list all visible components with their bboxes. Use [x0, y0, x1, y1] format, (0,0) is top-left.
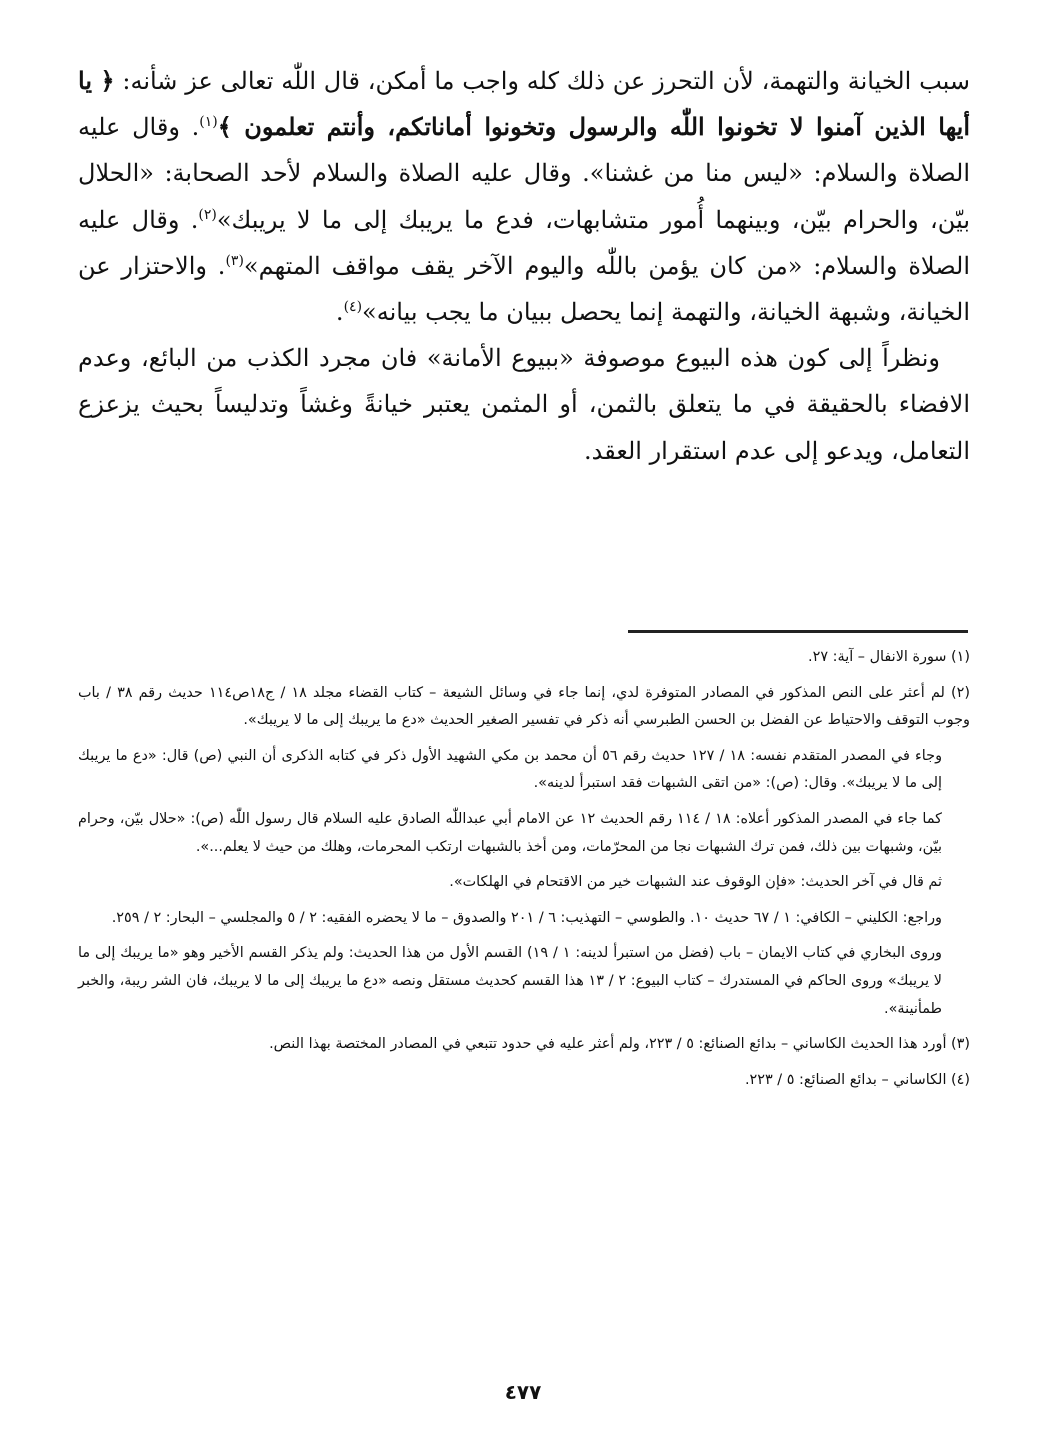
paragraph-1-part-e: . [335, 298, 344, 327]
footnote-3: (٣) أورد هذا الحديث الكاساني – بدائع الصنائع: ٥ / ٢٢٣، ولم أعثر عليه في حدود تتبعي في المصادر المختصة بهذا النص. [269, 1036, 970, 1053]
footnote-1: (١) سورة الانفال – آية: ٢٧. [808, 649, 970, 665]
footnote-separator [628, 630, 968, 633]
paragraph-1-part-a: سبب الخيانة والتهمة، لأن التحرز عن ذلك كله واجب ما أمكن، قال اللّٰه تعالى عز شأنه: [114, 67, 970, 95]
footnote-2-paragraph-2: وجاء في المصدر المتقدم نفسه: ١٨ / ١٢٧ حديث رقم ٥٦ أن محمد بن مكي الشهيد الأول ذكر في كتابه الذكرى أن النبي (ص) قال: «دع ما يريبك إلى ما لا يريبك». وقال: (ص): «من اتقى الشبهات فقد استبرأ لدينه». [78, 747, 943, 792]
footnote-2: (٢) لم أعثر على النص المذكور في المصادر المتوفرة لدي، إنما جاء في وسائل الشيعة – كتاب القضاء مجلد ١٨ / ج١٨ص١١٤ حديث رقم ٣٨ / باب وجوب التوقف والاحتياط عن الفضل بن الحسن الطبرسي أنه ذكر في تفسير الصغير الحديث «دع ما يريبك إلى ما لا يريبك». [78, 684, 971, 729]
main-body [78, 58, 970, 474]
paragraph-1 [78, 58, 970, 335]
page-number: ٤٧٧ [504, 1380, 542, 1404]
main-text [78, 58, 970, 474]
paragraph-1-part-d: . والاحتزار عن الخيانة، وشبهة الخيانة، والتهمة إنما يحصل ببيان ما يجب بيانه» [78, 251, 970, 327]
footnote-2-paragraph-6: وروى البخاري في كتاب الايمان – باب (فضل من استبرأ لدينه: ١ / ١٩) القسم الأول من هذا الحديث: ولم يذكر القسم الأخير وهو «ما يريبك إلى ما لا يريبك» وروى الحاكم في المستدرك – كتاب البيوع: ٢ / ١٣ هذا القسم كحديث مستقل ونصه «دع ما يريبك إلى ما لا يريبك، فان الشر ريبة، والخبر طمأنينة». [78, 945, 943, 1017]
footnote-2-paragraph-5: وراجع: الكليني – الكافي: ١ / ٦٧ حديث ١٠. والطوسي – التهذيب: ٦ / ٢٠١ والصدوق – ما لا يحضره الفقيه: ٢ / ٥ والمجلسي – البحار: ٢ / ٢٥٩. [111, 909, 942, 926]
footnote-2-paragraph-4: ثم قال في آخر الحديث: «فإن الوقوف عند الشبهات خير من الاقتحام في الهلكات». [449, 874, 942, 891]
footnotes [78, 644, 970, 1102]
footnote-4: (٤) الكاساني – بدائع الصنائع: ٥ / ٢٢٣. [744, 1071, 970, 1088]
paragraph-2: ونظراً إلى كون هذه البيوع موصوفة «ببيوع الأمانة» فان مجرد الكذب من البائع، وعدم الافضاء بالحقيقة في ما يتعلق بالثمن، أو المثمن يعتبر خيانةً وغشاً وتدليساً بحيث يزعزع التعامل، ويدعو إلى عدم استقرار العقد. [78, 344, 971, 465]
footnote-ref-2: (٢) [198, 206, 217, 223]
footnote-ref-3: (٣) [225, 252, 244, 269]
quran-verse: ﴿ يا أيها الذين آمنوا لا تخونوا اللّٰه والرسول وتخونوا أماناتكم، وأنتم تعلمون ﴾ [78, 66, 971, 142]
footnote-2-paragraph-3: كما جاء في المصدر المذكور أعلاه: ١٨ / ١١٤ رقم الحديث ١٢ عن الامام أبي عبداللّٰه الصادق عليه السلام قال رسول اللّٰه (ص): «حلال بيّن، وحرام بيّن، وشبهات بين ذلك، فمن ترك الشبهات نجا من المحرّمات، ومن أخذ بالشبهات ارتكب المحرمات، وهلك من حيث لا يعلم...». [78, 810, 942, 855]
footnote-ref-4: (٤) [343, 299, 363, 316]
paragraph-1-part-b: . وقال عليه الصلاة والسلام: «ليس منا من غشنا». وقال عليه الصلاة والسلام لأحد الصحابة: «الحلال بيّن، والحرام بيّن، وبينهما أُمور متشابهات، فدع ما يريبك إلى ما لا يريبك» [78, 113, 970, 234]
footnote-ref-1: (١) [199, 114, 218, 131]
paragraph-1-part-c: . وقال عليه الصلاة والسلام: «من كان يؤمن باللّٰه واليوم الآخر يقف مواقف المتهم» [78, 205, 971, 280]
